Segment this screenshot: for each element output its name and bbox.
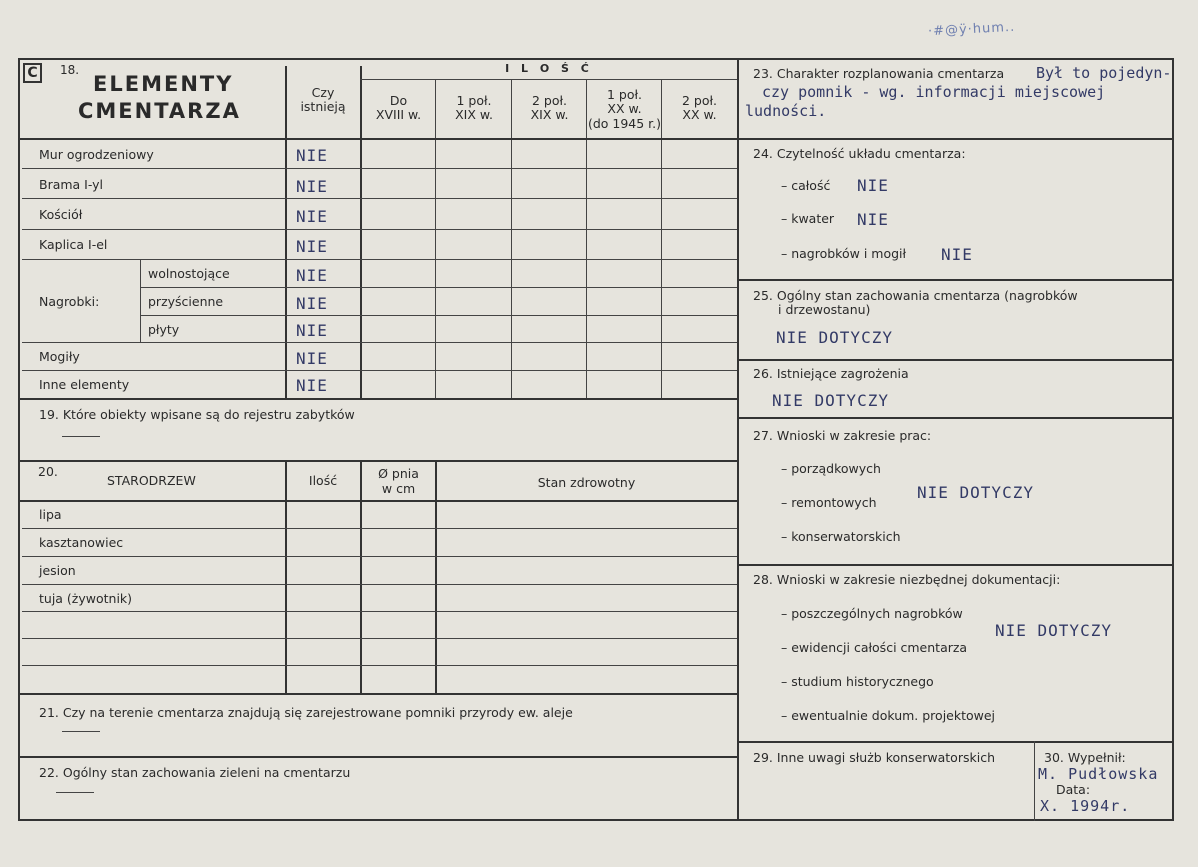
section30-name: M. Pudłowska [1038,765,1159,783]
col-stan: Stan zdrowotny [537,475,636,490]
tree-label: kasztanowiec [39,535,124,550]
row-value: NIE [296,376,328,395]
row-value: NIE [296,349,328,368]
section30-date: X. 1994r. [1040,797,1131,815]
section23-hand-line1: Był to pojedyn- [1036,64,1172,82]
section22-blank [56,792,94,793]
row-value: NIE [296,207,328,226]
section27-label: 27. Wnioski w zakresie prac: [753,428,932,443]
col-pnia-line2: w cm [381,481,416,496]
col-ilosc: Ilość [308,473,338,488]
section27-item: – remontowych [781,495,877,510]
section19-blank [62,436,100,437]
section20-title: STARODRZEW [107,473,196,488]
section28-label: 28. Wnioski w zakresie niezbędnej dokumentacji: [753,572,1061,587]
tree-label: jesion [39,563,76,578]
section30-label: 30. Wypełnił: [1044,750,1126,765]
section26-label: 26. Istniejące zagrożenia [753,366,909,381]
col-czy-line2: istnieją [300,99,346,114]
row-label: Inne elementy [39,377,130,392]
section23-label: 23. Charakter rozplanowania cmentarza [753,66,1005,81]
section22-label: 22. Ogólny stan zachowania zieleni na cmentarzu [39,765,351,780]
section26-value: NIE DOTYCZY [772,391,889,410]
card-letter-box: C [23,63,42,83]
section24-item-label: – całość [781,178,831,193]
row-label: wolnostojące [148,266,230,281]
section23-hand-line2: czy pomnik - wg. informacji miejscowej [762,83,1106,101]
row-label: Kościół [39,207,83,222]
section28-value: NIE DOTYCZY [995,621,1112,640]
row-label: Mur ogrodzeniowy [39,147,154,162]
section27-item: – porządkowych [781,461,881,476]
ilosc-header: I L O Ś Ć [505,62,593,75]
row-value: NIE [296,321,328,340]
section30-date-label: Data: [1056,782,1091,797]
period-2-l2: XIX w. [455,107,493,122]
section21-blank [62,731,100,732]
period-5-l1: 2 poł. [681,93,718,108]
period-4-l3: (do 1945 r.) [587,116,662,131]
section24-label: 24. Czytelność układu cmentarza: [753,146,966,161]
section24-item-label: – nagrobków i mogił [781,246,907,261]
section18-title-line1: ELEMENTY [93,72,234,96]
section28-item: – studium historycznego [781,674,934,689]
row-label: Kaplica I-el [39,237,108,252]
section20-number: 20. [38,464,58,479]
section25-label-line1: 25. Ogólny stan zachowania cmentarza (nagrobków [753,288,1078,303]
section27-value: NIE DOTYCZY [917,483,1034,502]
row-value: NIE [296,237,328,256]
period-1-l2: XVIII w. [375,107,422,122]
section18-number: 18. [60,63,80,77]
period-1-l1: Do [389,93,408,108]
row-value: NIE [296,146,328,165]
section21-label: 21. Czy na terenie cmentarza znajdują się zarejestrowane pomniki przyrody ew. aleje [39,705,573,720]
section24-item-value: NIE [857,210,889,229]
section24-item-value: NIE [857,176,889,195]
section18-title-line2: CMENTARZA [78,99,241,123]
section29-label: 29. Inne uwagi służb konserwatorskich [753,750,995,765]
period-3-l1: 2 poł. [531,93,568,108]
section28-item: – poszczególnych nagrobków [781,606,963,621]
row-label: Mogiły [39,349,80,364]
section24-item-value: NIE [941,245,973,264]
row-label: Brama I-yl [39,177,104,192]
tree-label: lipa [39,507,62,522]
period-2-l1: 1 poł. [456,93,492,108]
section19-label: 19. Które obiekty wpisane są do rejestru zabytków [39,407,355,422]
nagrobki-label: Nagrobki: [39,294,100,309]
column-divider [737,58,739,821]
section28-item: – ewidencji całości cmentarza [781,640,968,655]
row-value: NIE [296,177,328,196]
period-5-l2: XX w. [682,107,717,122]
tree-label: tuja (żywotnik) [39,591,133,606]
section27-item: – konserwatorskich [781,529,901,544]
section24-item-label: – kwater [781,211,835,226]
section28-item: – ewentualnie dokum. projektowej [781,708,996,723]
period-3-l2: XIX w. [530,107,569,122]
faded-stamp: ·#@ÿ·hum.. [927,19,1016,40]
col-pnia-line1: Ø pnia [378,466,419,481]
section25-value: NIE DOTYCZY [776,328,893,347]
row-label: przyścienne [148,294,224,309]
row-label: płyty [148,322,180,337]
col-czy-line1: Czy [311,85,335,100]
row-value: NIE [296,294,328,313]
row-value: NIE [296,266,328,285]
section23-hand-line3: ludności. [745,102,827,120]
period-4-l1: 1 poł. [606,87,643,102]
section25-label-line2: i drzewostanu) [778,302,871,317]
period-4-l2: XX w. [607,101,642,116]
